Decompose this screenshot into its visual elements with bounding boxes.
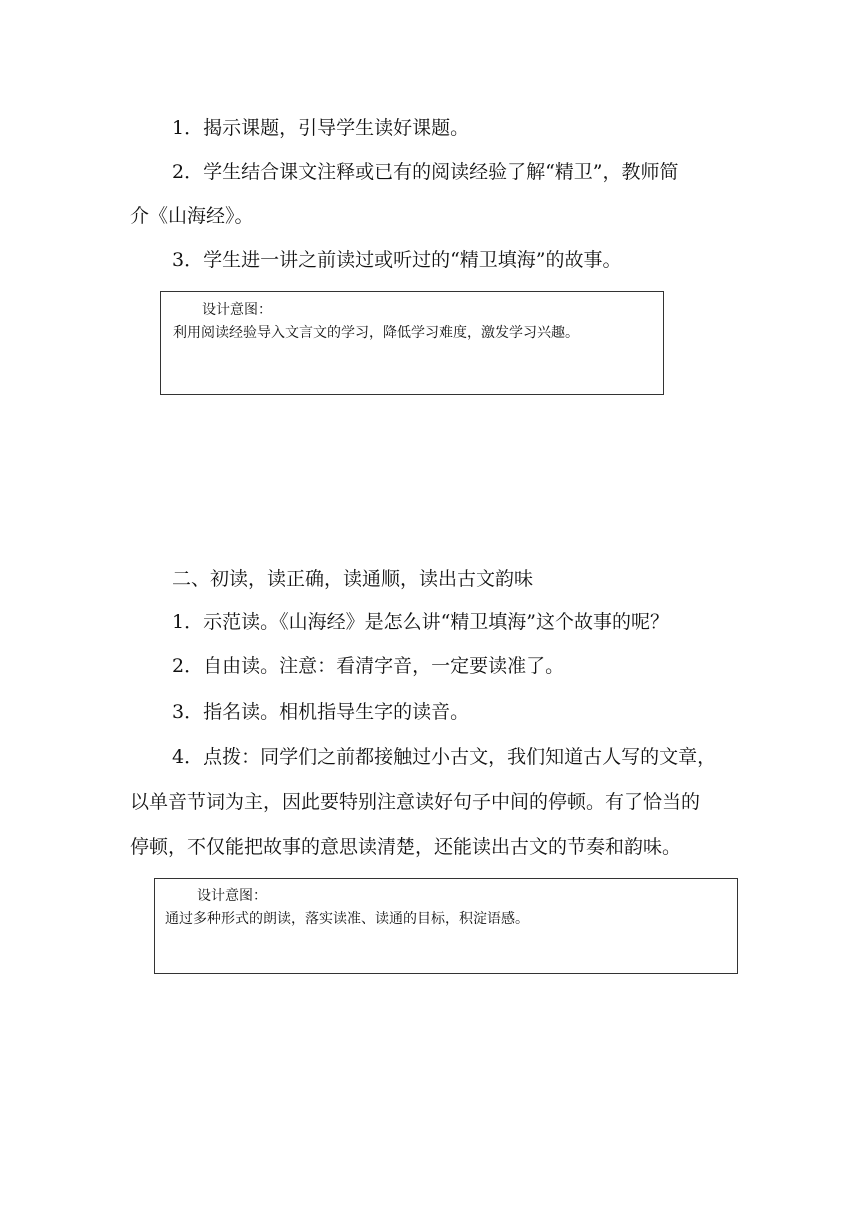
design-intent-box-2 (154, 878, 738, 974)
design-intent-body: 利用阅读经验导入文言文的学习，降低学习难度，激发学习兴趣。 (173, 325, 579, 341)
step-1-paragraph: 1．示范读。《山海经》是怎么讲“精卫填海”这个故事的呢？ (172, 611, 670, 633)
step-2-paragraph: 2．自由读。注意：看清字音，一定要读准了。 (172, 655, 565, 677)
step-4-paragraph-line-2: 以单音节词为主，因此要特别注意读好句子中间的停顿。有了恰当的 (130, 791, 701, 813)
step-3-paragraph: 3．指名读。相机指导生字的读音。 (172, 701, 470, 723)
step-2-paragraph-line-1: 2．学生结合课文注释或已有的阅读经验了解“精卫”，教师简 (172, 161, 679, 183)
step-3-paragraph: 3．学生进一讲之前读过或听过的“精卫填海”的故事。 (172, 249, 622, 271)
step-1-paragraph: 1．揭示课题，引导学生读好课题。 (172, 117, 470, 139)
section-heading: 二、初读，读正确，读通顺，读出古文韵味 (172, 568, 534, 590)
step-4-paragraph-line-1: 4．点拨：同学们之前都接触过小古文，我们知道古人写的文章， (172, 746, 717, 768)
design-intent-body: 通过多种形式的朗读，落实读准、读通的目标，积淀语感。 (165, 911, 529, 927)
design-intent-title: 设计意图： (202, 302, 272, 318)
design-intent-title: 设计意图： (197, 888, 267, 904)
step-4-paragraph-line-3: 停顿，不仅能把故事的意思读清楚，还能读出古文的节奏和韵味。 (130, 836, 682, 858)
step-2-paragraph-line-2: 介《山海经》。 (130, 205, 254, 227)
design-intent-box-1 (160, 291, 664, 395)
